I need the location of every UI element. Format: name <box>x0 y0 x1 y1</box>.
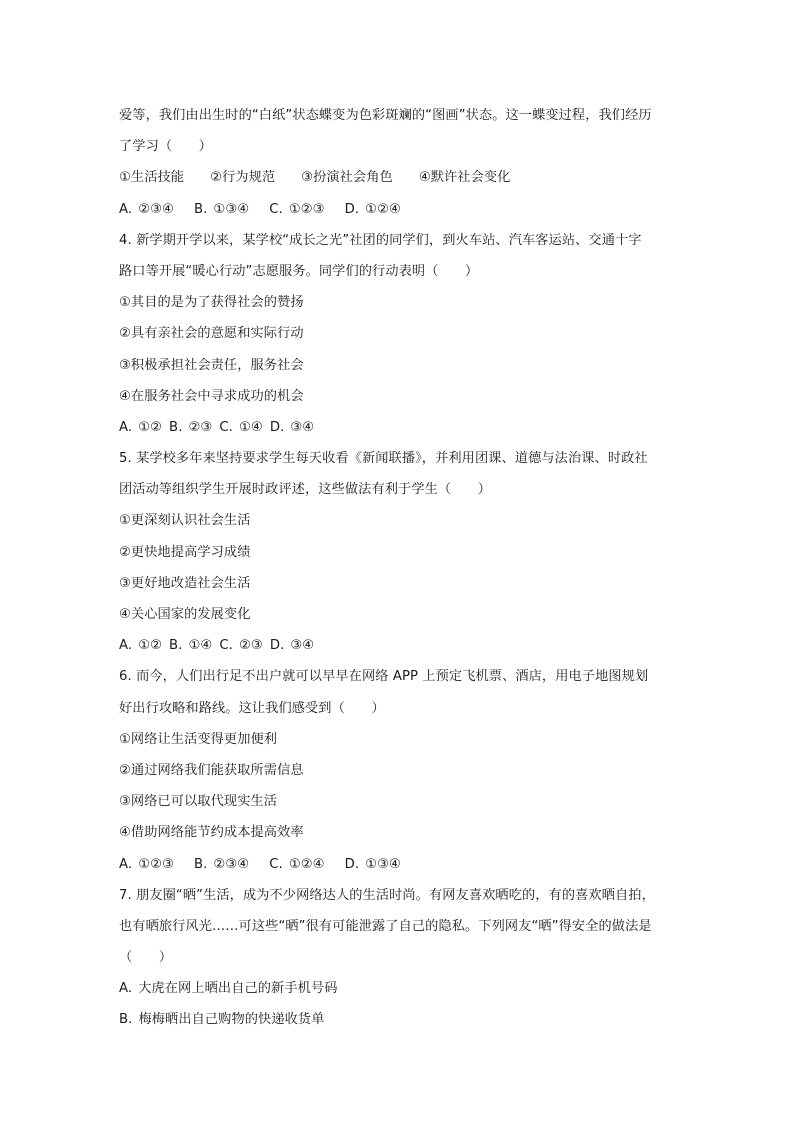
q7-stem-line-2: 也有晒旅行风光……可这些“晒”很有可能泄露了自己的隐私。下列网友“晒”得安全的做法是 <box>119 918 652 934</box>
q6-choice-b-letter: B. <box>193 856 208 872</box>
q3-statement-4: ④默许社会变化 <box>418 170 511 186</box>
q6-choice-a-letter: A. <box>119 856 133 872</box>
q5-choices <box>119 630 679 661</box>
q4-statement-3: ③积极承担社会责任，服务社会 <box>119 357 304 373</box>
q6-choices <box>119 849 679 880</box>
q4-choice-d-letter: D. <box>269 419 285 435</box>
q4-choice-b-letter: B. <box>169 419 183 435</box>
q6-stem-line-1: 6. 而今，人们出行足不出户就可以早早在网络 APP 上预定飞机票、酒店，用电子地图规划 <box>119 669 649 685</box>
q7-option-b <box>119 1004 679 1035</box>
document-content <box>119 100 679 1036</box>
q5-choice-d-text: ③④ <box>290 638 315 654</box>
q5-stem-line-2: 团活动等组织学生开展时政评述，这些做法有利于学生（ ） <box>119 482 492 498</box>
q4-choice-c-text: ①④ <box>238 419 263 435</box>
q7-stem-line-1: 7. 朋友圈“晒”生活，成为不少网络达人的生活时尚。有网友喜欢晒吃的，有的喜欢晒自拍， <box>119 887 655 903</box>
q5-choice-a-text: ①② <box>138 638 163 654</box>
q3-choice-a-text: ②③④ <box>138 201 174 217</box>
q4-statement-2: ②具有亲社会的意愿和实际行动 <box>119 326 304 342</box>
q7-option-a <box>119 973 679 1004</box>
q3-statements <box>119 162 679 193</box>
q5-stem-line-1: 5. 某学校多年来坚持要求学生每天收看《新闻联播》，并利用团课、道德与法治课、时政社 <box>119 451 648 467</box>
q4-choices <box>119 412 679 443</box>
q5-choice-c-letter: C. <box>219 638 233 654</box>
q3-choice-b-text: ①③④ <box>213 201 250 217</box>
q4-statement-1: ①其目的是为了获得社会的赞扬 <box>119 295 304 311</box>
q6-choice-d-letter: D. <box>344 856 360 872</box>
q7-stem-line-3: （ ） <box>119 950 173 966</box>
q4-stem-line-1: 4. 新学期开学以来，某学校“成长之光”社团的同学们，到火车站、汽车客运站、交通十字 <box>119 232 642 248</box>
q6-choice-d-text: ①③④ <box>365 856 401 872</box>
q7-option-a-text: 大虎在网上晒出自己的新手机号码 <box>138 981 338 997</box>
q3-stem-line-2: 了学习（ ） <box>119 139 213 155</box>
q6-choice-b-text: ②③④ <box>213 856 250 872</box>
q3-choice-c-text: ①②③ <box>288 201 325 217</box>
q6-choice-c-text: ①②④ <box>288 856 325 872</box>
q3-choice-d-letter: D. <box>344 201 360 217</box>
q7-option-a-letter: A. <box>119 981 133 997</box>
q6-statement-2: ②通过网络我们能获取所需信息 <box>119 762 304 778</box>
q5-statement-4: ④关心国家的发展变化 <box>119 607 251 622</box>
q3-statement-2: ②行为规范 <box>210 170 276 186</box>
q4-choice-b-text: ②③ <box>188 419 213 435</box>
q6-statement-1: ①网络让生活变得更加便利 <box>119 731 278 747</box>
q4-stem-line-2: 路口等开展“暖心行动”志愿服务。同学们的行动表明（ ） <box>119 263 479 279</box>
q3-choice-b-letter: B. <box>193 201 208 217</box>
q4-choice-d-text: ③④ <box>290 419 315 435</box>
q5-choice-a-letter: A. <box>119 638 133 654</box>
q6-choice-a-text: ①②③ <box>138 856 174 872</box>
q3-statement-3: ③扮演社会角色 <box>301 170 393 186</box>
q5-statement-1: ①更深刻认识社会生活 <box>119 513 251 529</box>
q4-choice-a-letter: A. <box>119 419 133 435</box>
q5-choice-d-letter: D. <box>269 638 285 654</box>
q3-choice-c-letter: C. <box>269 201 283 217</box>
q6-statement-4: ④借助网络能节约成本提高效率 <box>119 825 304 841</box>
q3-choice-d-text: ①②④ <box>365 201 401 217</box>
q4-choice-c-letter: C. <box>219 419 233 435</box>
q7-option-b-text: 梅梅晒出自己购物的快递收货单 <box>138 1012 325 1028</box>
q3-stem-line-1: 爱等，我们由出生时的“白纸”状态蝶变为色彩斑斓的“图画”状态。这一蝶变过程，我们经历 <box>119 108 652 123</box>
q5-choice-c-text: ②③ <box>238 638 263 654</box>
q4-choice-a-text: ①② <box>138 419 163 435</box>
q3-choice-a-letter: A. <box>119 201 133 217</box>
q7-option-b-letter: B. <box>119 1012 133 1028</box>
q6-choice-c-letter: C. <box>269 856 283 872</box>
q5-choice-b-text: ①④ <box>188 638 213 654</box>
q5-statement-3: ③更好地改造社会生活 <box>119 575 251 591</box>
q6-stem-line-2: 好出行攻略和路线。这让我们感受到（ ） <box>119 700 385 716</box>
q3-statement-1: ①生活技能 <box>119 170 185 186</box>
q5-choice-b-letter: B. <box>169 638 183 654</box>
q4-statement-4: ④在服务社会中寻求成功的机会 <box>119 388 304 404</box>
q6-statement-3: ③网络已可以取代现实生活 <box>119 794 278 810</box>
q3-choices <box>119 194 679 225</box>
q5-statement-2: ②更快地提高学习成绩 <box>119 544 251 560</box>
